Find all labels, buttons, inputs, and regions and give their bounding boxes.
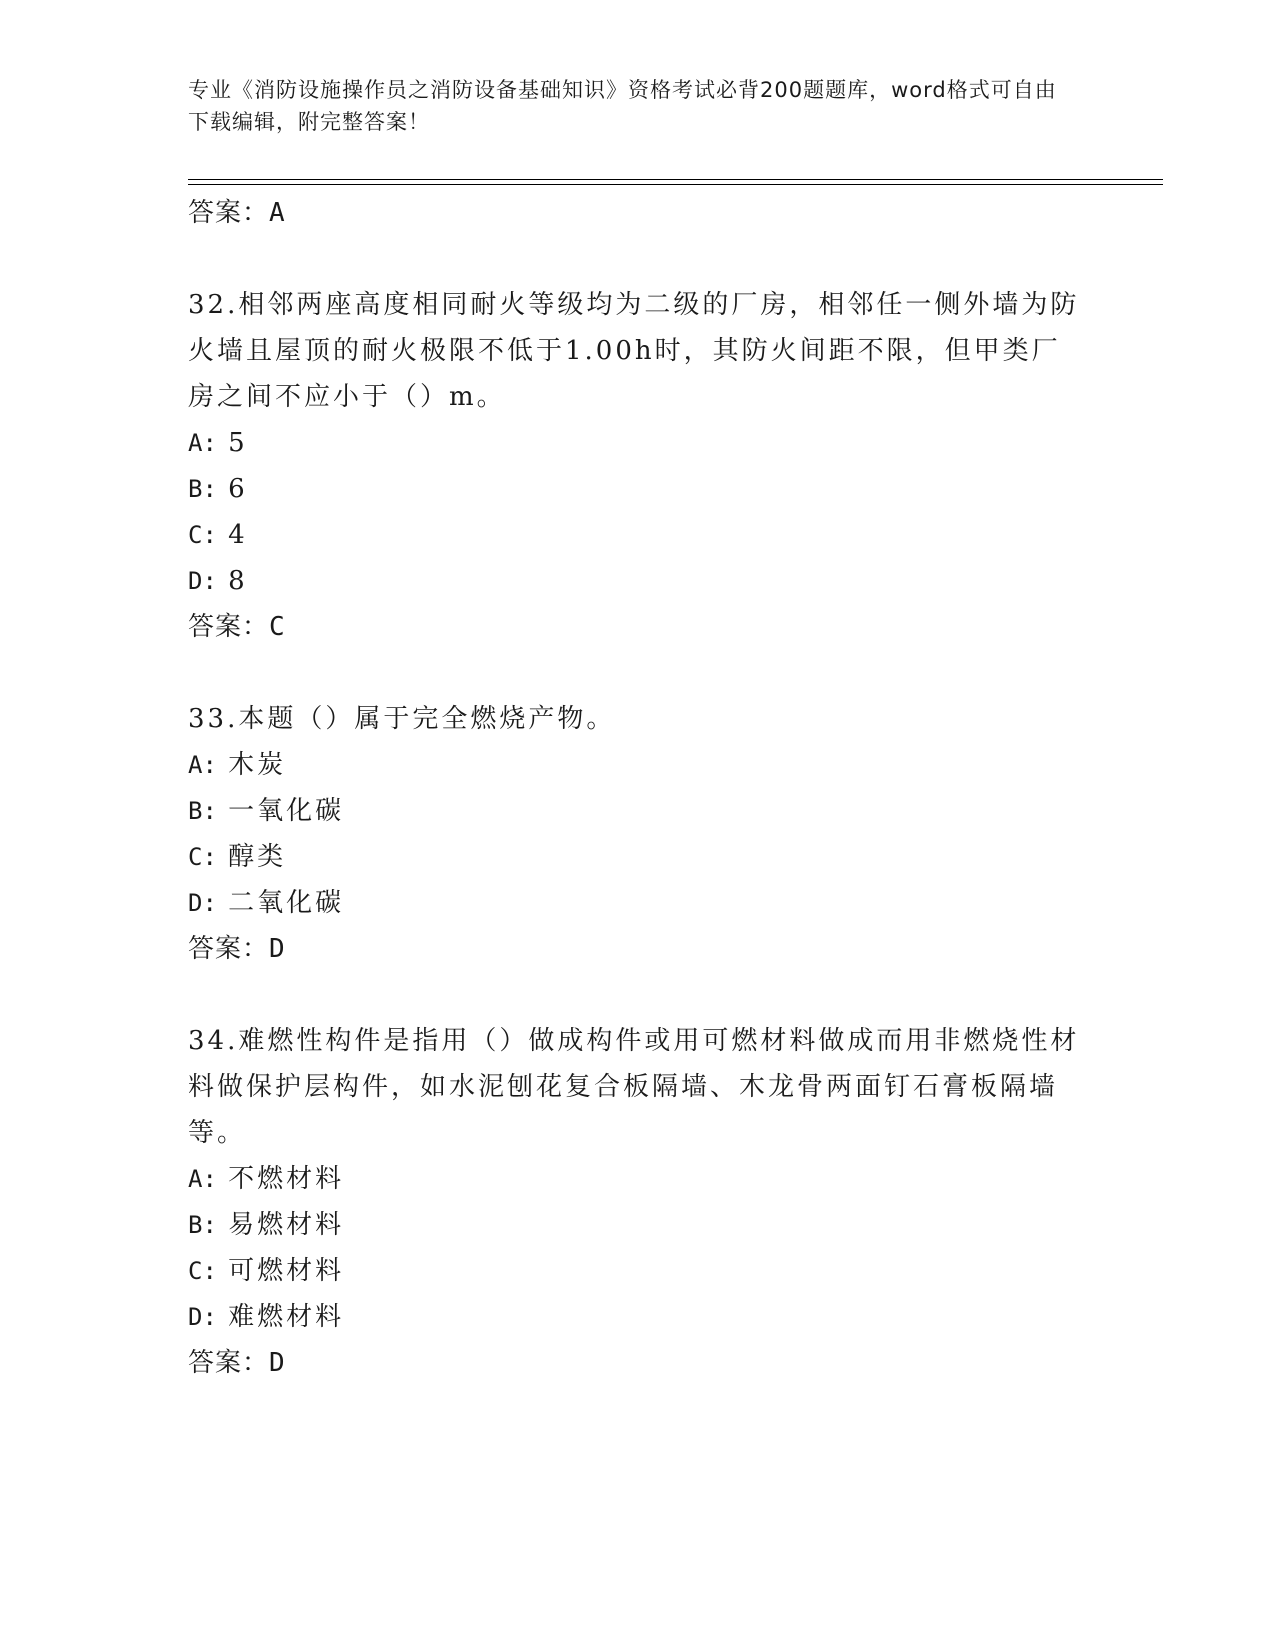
answer-value: C [269, 612, 286, 642]
answer-line [188, 190, 1088, 236]
header-divider-bottom [188, 184, 1163, 185]
option-text: 4 [228, 520, 248, 550]
option-b [188, 466, 1088, 512]
question-stem: 34.难燃性构件是指用（）做成构件或用可燃材料做成而用非燃烧性材料做保护层构件，如水泥刨花复合板隔墙、木龙骨两面钉石膏板隔墙等。 [188, 1026, 1080, 1148]
option-c [188, 512, 1088, 558]
option-text: 8 [228, 566, 248, 596]
option-b [188, 788, 1088, 834]
option-letter: A: [188, 429, 217, 457]
option-text: 易燃材料 [228, 1210, 345, 1240]
option-letter: B: [188, 475, 217, 503]
option-letter: B: [188, 797, 217, 825]
option-letter: A: [188, 751, 217, 779]
header-divider-top [188, 179, 1163, 180]
answer-line [188, 1340, 1088, 1386]
answer-value: A [269, 198, 286, 228]
option-c [188, 1248, 1088, 1294]
option-letter: B: [188, 1211, 217, 1239]
option-b [188, 1202, 1088, 1248]
question-list [188, 190, 1088, 1386]
answer-line [188, 604, 1088, 650]
option-text: 难燃材料 [228, 1302, 345, 1332]
option-text: 可燃材料 [228, 1256, 345, 1286]
question-block [188, 1018, 1088, 1386]
answer-line [188, 926, 1088, 972]
option-text: 醇类 [228, 842, 287, 872]
option-text: 5 [228, 428, 248, 458]
option-d [188, 1294, 1088, 1340]
option-d [188, 558, 1088, 604]
answer-label: 答案： [188, 934, 270, 964]
answer-value: D [269, 1348, 286, 1378]
option-letter: D: [188, 889, 217, 917]
option-letter: A: [188, 1165, 217, 1193]
question-stem: 33.本题（）属于完全燃烧产物。 [188, 704, 616, 734]
option-letter: C: [188, 843, 217, 871]
option-a [188, 1156, 1088, 1202]
option-text: 木炭 [228, 750, 287, 780]
option-letter: C: [188, 1257, 217, 1285]
option-a [188, 742, 1088, 788]
option-d [188, 880, 1088, 926]
document-header: 专业《消防设施操作员之消防设备基础知识》资格考试必背200题题库，word格式可自由下载编辑，附完整答案！ [188, 78, 1057, 134]
option-text: 6 [228, 474, 248, 504]
option-letter: C: [188, 521, 217, 549]
option-text: 二氧化碳 [228, 888, 345, 918]
question-block [188, 696, 1088, 972]
option-text: 不燃材料 [228, 1164, 345, 1194]
answer-label: 答案： [188, 1348, 270, 1378]
question-stem: 32.相邻两座高度相同耐火等级均为二级的厂房，相邻任一侧外墙为防火墙且屋顶的耐火极限不低于1.00h时，其防火间距不限，但甲类厂房之间不应小于（）m。 [188, 290, 1080, 412]
option-letter: D: [188, 567, 217, 595]
question-block [188, 282, 1088, 650]
answer-label: 答案： [188, 612, 270, 642]
answer-value: D [269, 934, 286, 964]
option-text: 一氧化碳 [228, 796, 345, 826]
answer-label: 答案： [188, 198, 270, 228]
option-letter: D: [188, 1303, 217, 1331]
option-a [188, 420, 1088, 466]
option-c [188, 834, 1088, 880]
